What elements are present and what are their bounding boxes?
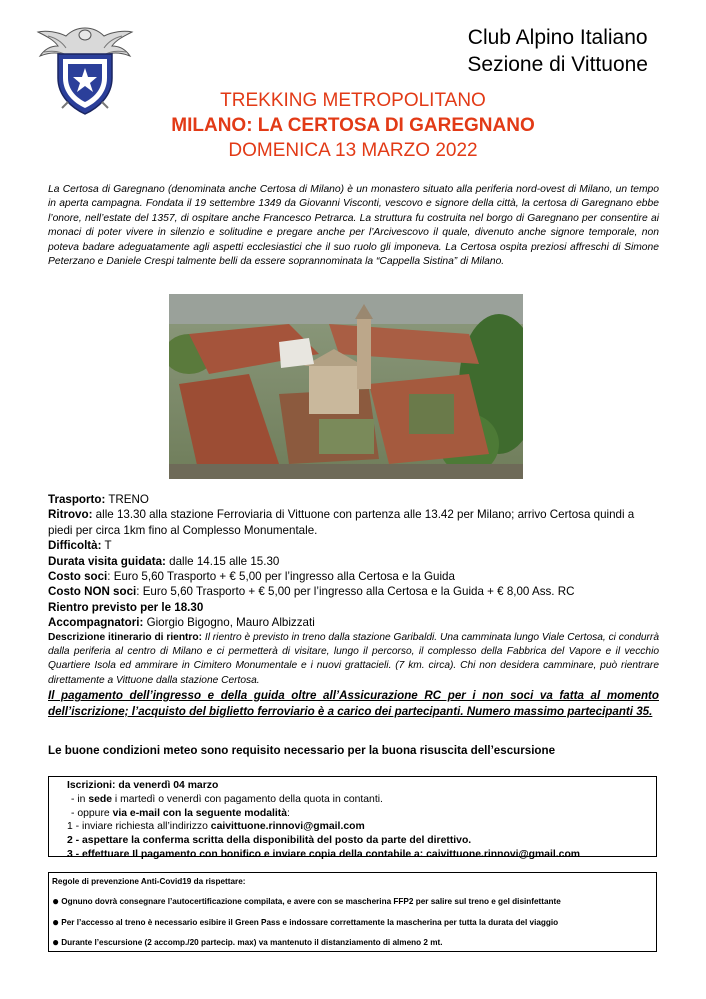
covid-rule-3-text: Durante l’escursione (2 accomp./20 partecip. max) va mantenuto il distanziamento di almeno 2 mt.	[61, 938, 443, 947]
difficolta-value: T	[101, 539, 112, 553]
costo-nonsoci-row	[48, 584, 659, 599]
covid-rule-2-text: Per l’accesso al treno è necessario esibire il Green Pass e indossare correttamente la mascherina per tutta la durata del viaggio	[61, 918, 559, 927]
covid-rules-box	[48, 872, 657, 952]
covid-heading: Regole di prevenzione Anti-Covid19 da rispettare:	[52, 877, 246, 886]
costo-soci-row	[48, 569, 659, 584]
trasporto-label: Trasporto:	[48, 493, 106, 506]
accompagnatori-value: Giorgio Bigogno, Mauro Albizzati	[143, 616, 315, 630]
sede-post: i martedì o venerdì con pagamento della quota in contanti.	[112, 793, 383, 805]
oppure-bold: via e-mail con la seguente modalità	[112, 807, 287, 819]
ritrovo-value: alle 13.30 alla stazione Ferroviaria di Vittuone con partenza alle 13.42 per Milano; arrivo Certosa quindi a piedi per circa 1km fino al Complesso Monumentale.	[48, 508, 635, 537]
covid-rule-1	[52, 894, 561, 908]
trasporto-value: TRENO	[105, 493, 149, 506]
difficolta-row	[48, 538, 659, 553]
descrizione-row	[48, 631, 659, 689]
club-line2: Sezione di Vittuone	[467, 53, 648, 76]
title-line3: DOMENICA 13 MARZO 2022	[228, 140, 478, 161]
iscrizioni-heading: Iscrizioni: da venerdì 04 marzo	[67, 780, 219, 791]
ritrovo-row	[48, 507, 659, 538]
trasporto-row	[48, 492, 659, 507]
costo-nonsoci-label: Costo NON soci	[48, 585, 137, 599]
durata-label: Durata visita guidata:	[48, 554, 166, 568]
accompagnatori-row	[48, 615, 659, 630]
step1-pre: 1 - inviare richiesta all’indirizzo	[67, 821, 211, 833]
certosa-aerial-photo	[169, 294, 523, 479]
event-title	[0, 88, 706, 163]
bullet-icon: ●	[52, 935, 60, 949]
iscrizioni-box	[48, 776, 657, 860]
costo-nonsoci-value: : Euro 5,60 Trasporto + € 5,00 per l’ingresso alla Certosa e la Guida + € 8,00 Ass. RC	[136, 585, 575, 599]
descrizione-label: Descrizione itinerario di rientro:	[48, 631, 203, 643]
oppure-post: :	[286, 807, 290, 819]
bullet-icon: ●	[52, 894, 60, 908]
rientro-row	[48, 600, 659, 615]
rientro-text: Rientro previsto per le 18.30	[48, 600, 204, 614]
covid-rule-1-text: Ognuno dovrà consegnare l’autocertificazione compilata, e avere con se mascherina FFP2 per salire sul treno e gel disinfettante	[61, 897, 561, 906]
covid-rule-2	[52, 915, 558, 929]
descrizione-value: Il rientro è previsto in treno dalla stazione Garibaldi. Una camminata lungo Viale Certosa, ci condurrà dalla periferia al centro di Milano e ci permetterà di visitare, lungo il percorso, il complesso della Fabbrica del Vapore e il vecchio Quartiere Isola ed ammirare in Cimitero Monumentale e i nuovi grattacieli. (7 km. circa). Chi non desidera camminare, può rientrare direttamente a Vittuone dalla stazione Certosa.	[48, 631, 659, 686]
oppure-pre: - oppure	[71, 807, 113, 819]
title-line1: TREKKING METROPOLITANO	[220, 90, 486, 111]
iscrizioni-step1	[67, 820, 580, 834]
covid-rule-3	[52, 935, 443, 949]
meteo-note: Le buone condizioni meteo sono requisito necessario per la buona risuscita dell’escursione	[48, 744, 556, 757]
iscrizioni-oppure	[67, 807, 580, 821]
club-line1: Club Alpino Italiano	[467, 26, 648, 49]
ritrovo-label: Ritrovo:	[48, 508, 93, 522]
iscrizioni-sede	[67, 793, 580, 807]
costo-soci-value: : Euro 5,60 Trasporto + € 5,00 per l’ingresso alla Certosa e la Guida	[107, 570, 455, 584]
costo-soci-label: Costo soci	[48, 570, 108, 584]
payment-warning: Il pagamento dell’ingresso e della guida oltre all’Assicurazione RC per i non soci va fatta al momento dell’iscrizione; l’acquisto del biglietto ferroviario è a carico dei partecipanti. Numero massimo partecipanti 35.	[48, 689, 659, 718]
durata-value: dalle 14.15 alle 15.30	[165, 554, 280, 568]
sede-pre: - in	[71, 793, 89, 805]
intro-paragraph: La Certosa di Garegnano (denominata anche Certosa di Milano) è un monastero situato alla periferia nord-ovest di Milano, un tempo in aperta campagna. Fondata il 19 settembre 1349 da Giovanni Visconti, vescovo e signore della città, la certosa di Garegnano ebbe l’onore, nell’estate del 1357, di ospitare anche Francesco Petrarca. La struttura fu costruita nel borgo di Garegnano per consentire ai monaci di poter vivere in silenzio e solitudine e pregare anche per l’Arcivescovo il quale, divenuto anche signore temporale, non poteva badare adeguatamente agli aspetti ecclesiastici che il suo ruolo gli imponeva. La Certosa ospita preziosi affreschi di Simone Peterzano e Daniele Crespi talmente belli da essere soprannominata la “Cappella Sistina” di Milano.	[48, 184, 659, 268]
accompagnatori-label: Accompagnatori:	[48, 616, 144, 630]
sede-bold: sede	[88, 793, 113, 805]
title-line2: MILANO: LA CERTOSA DI GAREGNANO	[171, 115, 535, 136]
club-name	[467, 24, 648, 78]
iscrizioni-step2: 2 - aspettare la conferma scritta della disponibilità del posto da parte del direttivo.	[67, 835, 472, 847]
durata-row	[48, 554, 659, 569]
bullet-icon: ●	[52, 915, 60, 929]
iscrizioni-step3: 3 - effettuare Il pagamento con bonifico e inviare copia della contabile a: caivittuone.rinnovi@gmail.com	[67, 848, 581, 860]
step1-email[interactable]: caivittuone.rinnovi@gmail.com	[210, 821, 365, 833]
event-details	[48, 492, 659, 688]
difficolta-label: Difficoltà:	[48, 539, 102, 553]
